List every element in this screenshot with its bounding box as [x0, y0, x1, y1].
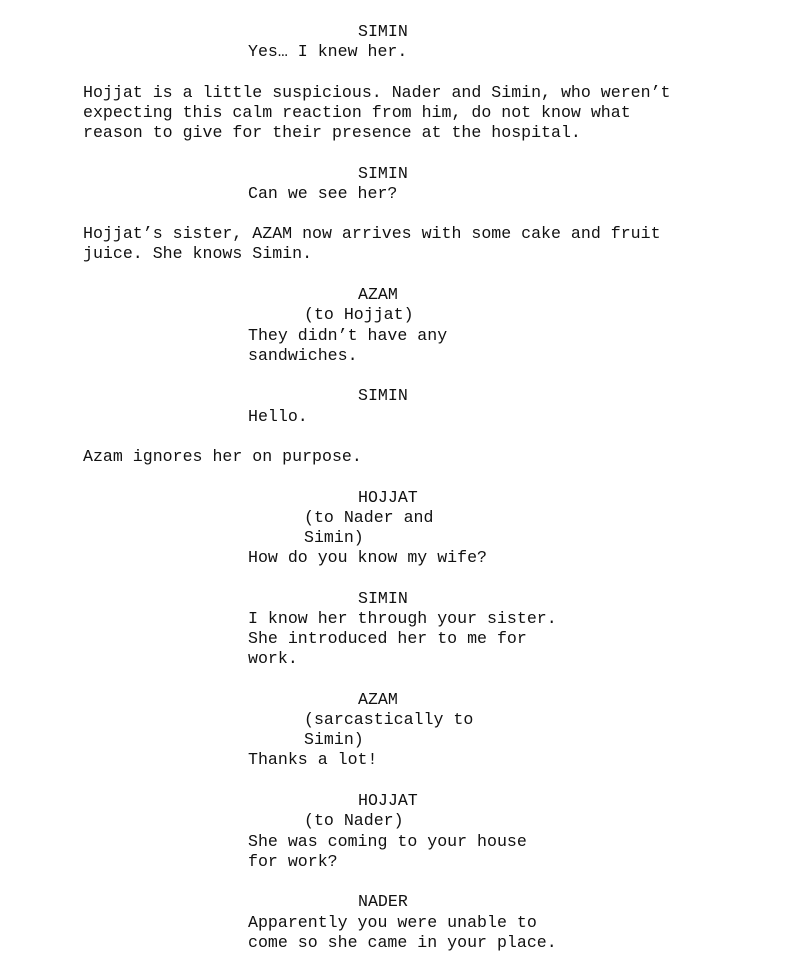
action-line: reason to give for their presence at the hospital. [83, 123, 581, 142]
character-cue: NADER [358, 892, 408, 911]
action-line: juice. She knows Simin. [83, 244, 313, 263]
dialogue-line: She was coming to your house [248, 832, 527, 851]
character-cue: AZAM [358, 690, 398, 709]
action-line: Hojjat’s sister, AZAM now arrives with some cake and fruit [83, 224, 661, 243]
dialogue-line: How do you know my wife? [248, 548, 487, 567]
action-line: Hojjat is a little suspicious. Nader and Simin, who weren’t [83, 83, 671, 102]
dialogue-line: I know her through your sister. [248, 609, 557, 628]
dialogue-line: Thanks a lot! [248, 750, 378, 769]
parenthetical-line: (to Nader and [304, 508, 434, 527]
dialogue-line: Can we see her? [248, 184, 398, 203]
dialogue-line: for work? [248, 852, 338, 871]
dialogue-line: work. [248, 649, 298, 668]
character-cue: SIMIN [358, 386, 408, 405]
character-cue: HOJJAT [358, 488, 418, 507]
character-cue: SIMIN [358, 589, 408, 608]
dialogue-line: Apparently you were unable to [248, 913, 537, 932]
parenthetical-line: (sarcastically to [304, 710, 474, 729]
dialogue-line: come so she came in your place. [248, 933, 557, 952]
dialogue-line: She introduced her to me for [248, 629, 527, 648]
dialogue-line: Yes… I knew her. [248, 42, 408, 61]
parenthetical-line: (to Hojjat) [304, 305, 414, 324]
dialogue-line: They didn’t have any [248, 326, 448, 345]
parenthetical-line: Simin) [304, 528, 364, 547]
dialogue-line: sandwiches. [248, 346, 358, 365]
action-line: Azam ignores her on purpose. [83, 447, 362, 466]
character-cue: SIMIN [358, 164, 408, 183]
character-cue: AZAM [358, 285, 398, 304]
character-cue: HOJJAT [358, 791, 418, 810]
parenthetical-line: (to Nader) [304, 811, 404, 830]
parenthetical-line: Simin) [304, 730, 364, 749]
action-line: expecting this calm reaction from him, do not know what [83, 103, 631, 122]
character-cue: SIMIN [358, 22, 408, 41]
dialogue-line: Hello. [248, 407, 308, 426]
